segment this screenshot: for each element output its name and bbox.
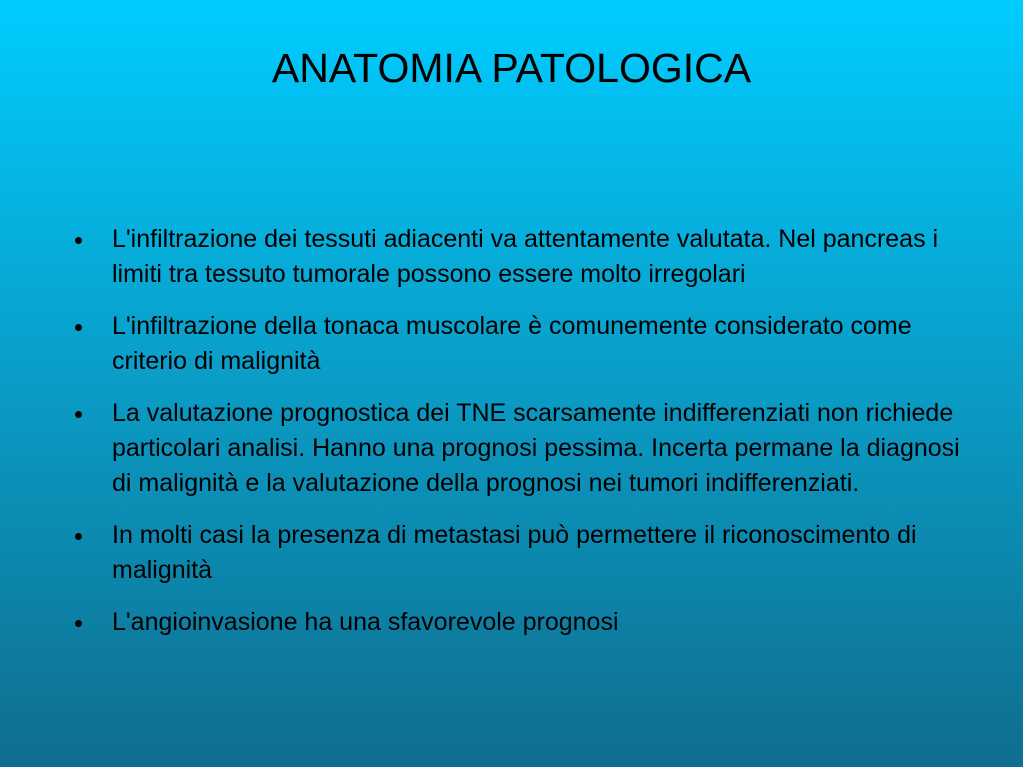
bullet-item <box>72 518 972 588</box>
bullet-list <box>72 222 972 657</box>
bullet-item <box>72 396 972 501</box>
bullet-text: La valutazione prognostica dei TNE scarsamente indifferenziati non richiede particolari analisi. Hanno una prognosi pessima. Incerta permane la diagnosi di malignità e la valutazione della prognosi nei tumori indifferenziati. <box>112 399 960 497</box>
bullet-item <box>72 222 972 292</box>
slide-title: ANATOMIA PATOLOGICA <box>271 45 752 91</box>
bullet-dot-icon <box>75 411 82 418</box>
bullet-item <box>72 605 972 640</box>
bullet-text: L'angioinvasione ha una sfavorevole prognosi <box>112 608 619 636</box>
bullet-dot-icon <box>75 620 82 627</box>
bullet-dot-icon <box>75 237 82 244</box>
bullet-text: In molti casi la presenza di metastasi può permettere il riconoscimento di malignità <box>112 521 917 584</box>
bullet-text: L'infiltrazione dei tessuti adiacenti va attentamente valutata. Nel pancreas i limiti tra tessuto tumorale possono essere molto irregolari <box>112 225 939 288</box>
bullet-item <box>72 309 972 379</box>
bullet-dot-icon <box>75 324 82 331</box>
bullet-dot-icon <box>75 533 82 540</box>
bullet-text: L'infiltrazione della tonaca muscolare è comunemente considerato come criterio di malignità <box>112 312 912 375</box>
